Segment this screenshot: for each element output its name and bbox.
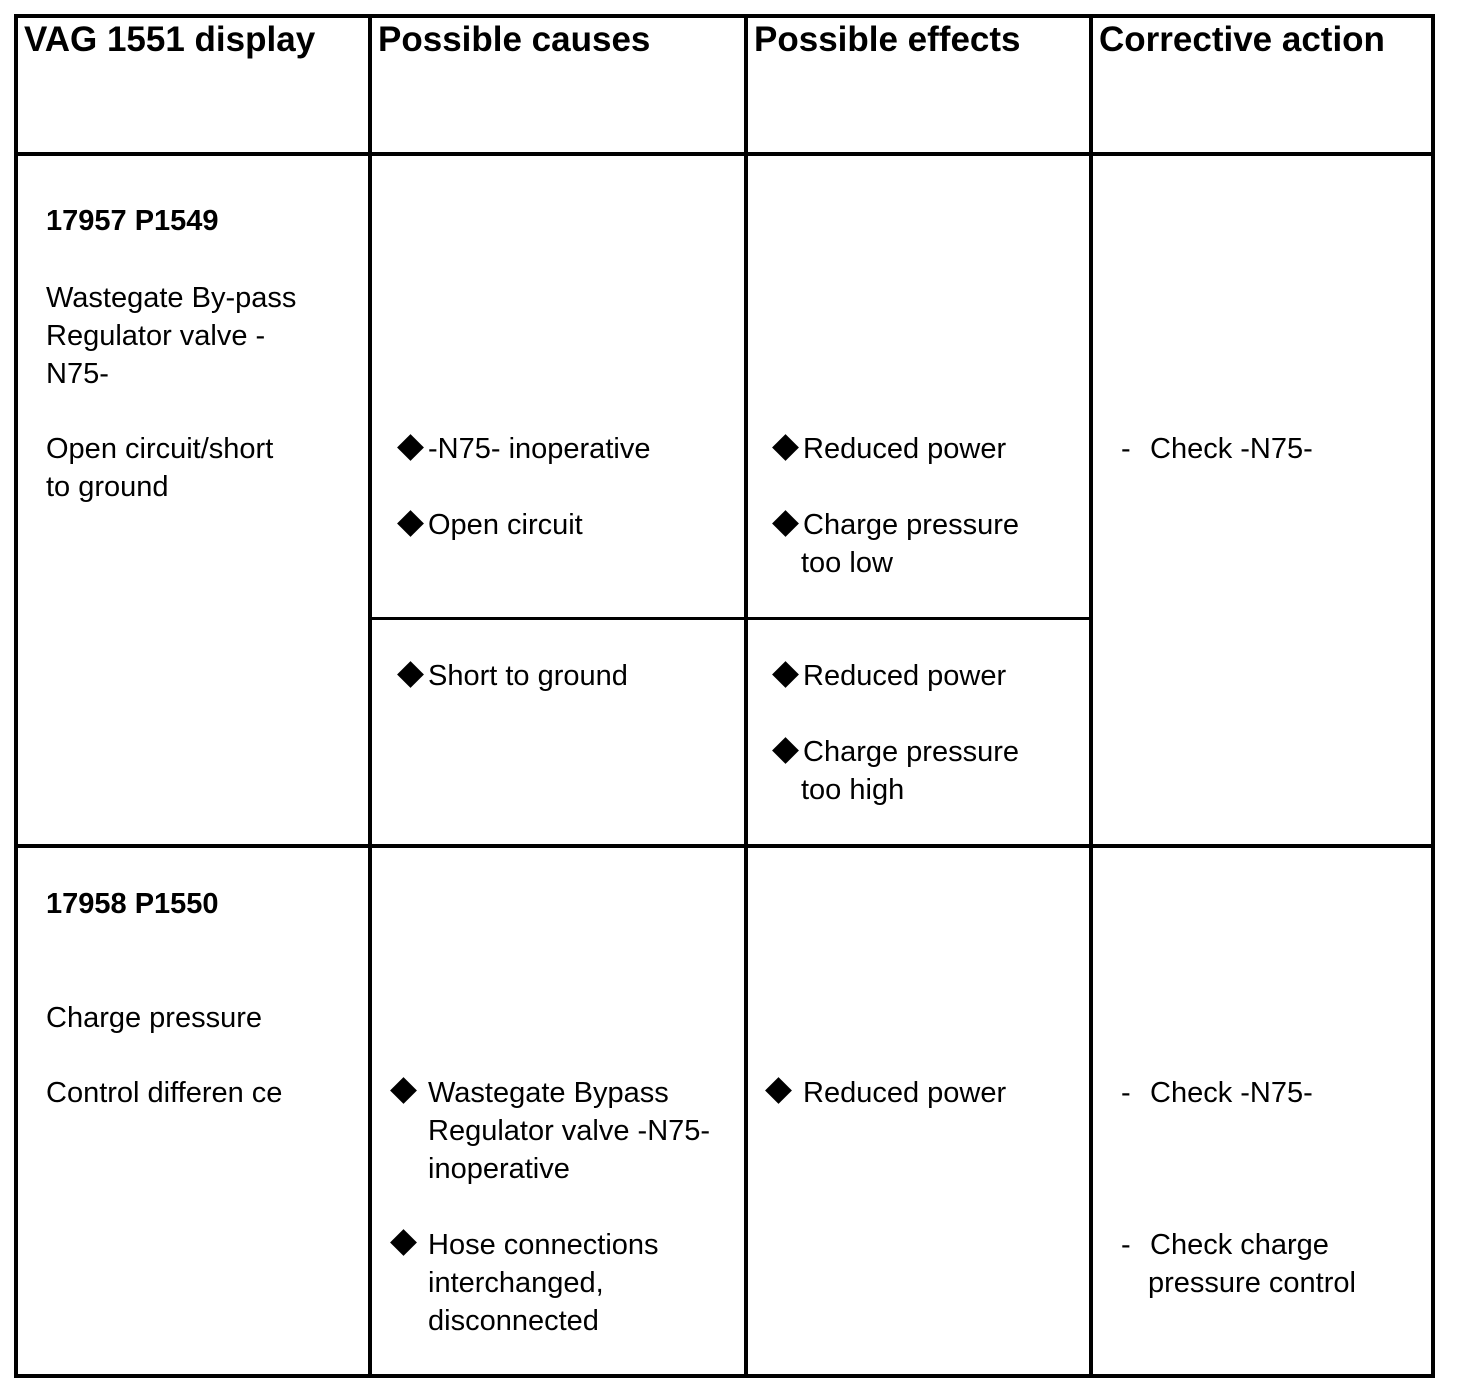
bullet-diamond-icon	[390, 1077, 417, 1104]
component-name: Wastegate By-pass	[46, 282, 297, 314]
action-item: Check -N75-	[1150, 1077, 1313, 1109]
row-divider	[14, 152, 1435, 156]
cause-item: Short to ground	[428, 660, 628, 692]
cause-item: Wastegate Bypass	[428, 1077, 669, 1109]
fault-condition: to ground	[46, 471, 169, 503]
cause-item: inoperative	[428, 1153, 570, 1185]
effect-item: Charge pressure	[803, 509, 1019, 541]
bullet-diamond-icon	[397, 434, 424, 461]
effect-item: Charge pressure	[803, 736, 1019, 768]
component-name: Charge pressure	[46, 1002, 262, 1034]
header-action: Corrective action	[1099, 20, 1385, 59]
cause-item: -N75- inoperative	[428, 433, 651, 465]
table-border-right	[1431, 14, 1435, 1378]
header-display: VAG 1551 display	[24, 20, 316, 59]
fault-code: 17958 P1550	[46, 888, 219, 920]
action-dash: -	[1121, 1229, 1131, 1261]
table-border-bottom	[14, 1374, 1435, 1378]
effect-item: Reduced power	[803, 433, 1007, 465]
bullet-diamond-icon	[765, 1077, 792, 1104]
effect-item: too low	[801, 547, 893, 579]
cause-item: disconnected	[428, 1305, 599, 1337]
bullet-diamond-icon	[772, 434, 799, 461]
bullet-diamond-icon	[772, 510, 799, 537]
bullet-diamond-icon	[397, 510, 424, 537]
fault-condition: Control differen ce	[46, 1077, 283, 1109]
row-divider	[14, 844, 1435, 848]
action-dash: -	[1121, 433, 1131, 465]
action-dash: -	[1121, 1077, 1131, 1109]
effect-item: Reduced power	[803, 660, 1007, 692]
bullet-diamond-icon	[772, 737, 799, 764]
header-causes: Possible causes	[378, 20, 651, 59]
action-item: Check -N75-	[1150, 433, 1313, 465]
header-effects: Possible effects	[754, 20, 1021, 59]
cause-item: Open circuit	[428, 509, 583, 541]
cause-item: Regulator valve -N75-	[428, 1115, 711, 1147]
fault-code: 17957 P1549	[46, 205, 219, 237]
action-item: Check charge	[1150, 1229, 1329, 1261]
component-name: Regulator valve -	[46, 320, 266, 352]
bullet-diamond-icon	[390, 1229, 417, 1256]
action-item: pressure control	[1148, 1267, 1356, 1299]
table-border-left	[14, 14, 18, 1378]
column-divider	[1089, 14, 1093, 1378]
column-divider	[744, 14, 748, 1378]
cause-item: Hose connections	[428, 1229, 659, 1261]
bullet-diamond-icon	[772, 661, 799, 688]
cause-item: interchanged,	[428, 1267, 604, 1299]
column-divider	[368, 14, 372, 1378]
fault-condition: Open circuit/short	[46, 433, 274, 465]
subrow-divider	[368, 617, 1093, 620]
component-name: N75-	[46, 358, 109, 390]
effect-item: Reduced power	[803, 1077, 1007, 1109]
effect-item: too high	[801, 774, 905, 806]
bullet-diamond-icon	[397, 661, 424, 688]
